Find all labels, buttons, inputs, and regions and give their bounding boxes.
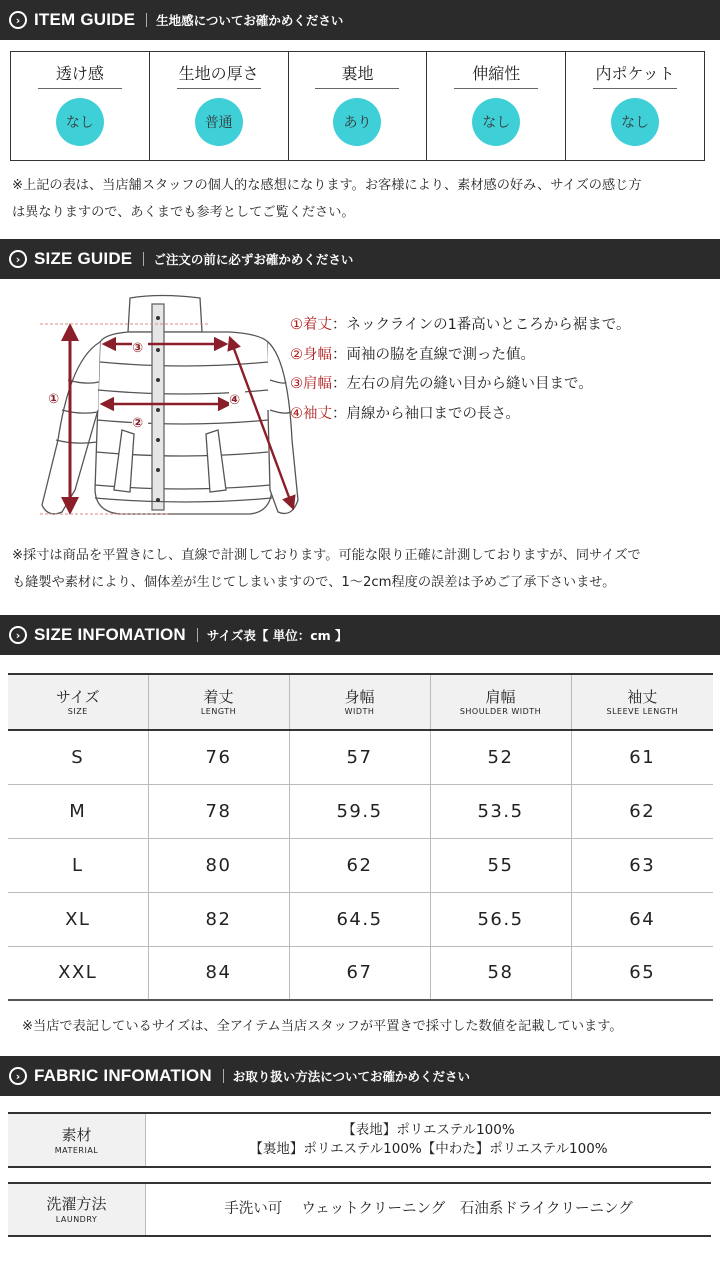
table-cell: 61 (571, 730, 713, 784)
material-label: 素材 (61, 1125, 92, 1144)
item-guide-cell (150, 52, 289, 160)
section-subtitle: サイズ表【 単位：cm 】 (206, 628, 348, 643)
item-guide-cell (11, 52, 150, 160)
laundry-row (8, 1182, 711, 1237)
laundry-label: 洗濯方法 (46, 1195, 107, 1213)
note-line: ※上記の表は、当店舗スタッフの個人的な感想になります。お客様により、素材感の好み、サイズの感じ方 (12, 178, 642, 193)
table-cell: 80 (148, 838, 289, 892)
size-guide-note (12, 542, 641, 596)
table-cell: 67 (289, 946, 430, 1000)
table-cell: XL (8, 892, 148, 946)
table-row (8, 784, 713, 838)
table-cell: 59.5 (289, 784, 430, 838)
column-header: 袖丈 SLEEVE LENGTH (571, 674, 713, 730)
material-value (146, 1114, 711, 1166)
item-guide-note (12, 172, 642, 226)
legend-desc: ：左右の肩先の縫い目から縫い目まで。 (332, 376, 593, 392)
item-guide-value: なし (611, 98, 659, 146)
section-title: ITEM GUIDE (34, 10, 136, 29)
section-subtitle: ご注文の前に必ずお確かめください (153, 252, 354, 267)
legend-item (290, 341, 631, 371)
item-guide-value: なし (472, 98, 520, 146)
table-cell: 65 (571, 946, 713, 1000)
laundry-value: 手洗い可 ウェットクリーニング 石油系ドライクリーニング (224, 1201, 633, 1217)
divider (197, 628, 198, 642)
table-cell: 63 (571, 838, 713, 892)
item-guide-label: 裏地 (315, 61, 399, 89)
table-cell: 64 (571, 892, 713, 946)
table-cell: 76 (148, 730, 289, 784)
note-line: も縫製や素材により、個体差が生じてしまいますので、1〜2cm程度の誤差は予めご了承下さいませ。 (12, 575, 616, 590)
legend-desc: ：両袖の脇を直線で測った値。 (332, 346, 535, 363)
marker-4: ④ (229, 393, 241, 408)
table-cell: S (8, 730, 148, 784)
column-header: サイズ SIZE (8, 674, 148, 730)
material-row (8, 1112, 711, 1168)
note-line: ※採寸は商品を平置きにし、直線で計測しております。可能な限り正確に計測しておりますが、同サイズで (12, 548, 641, 563)
item-guide-cell (427, 52, 566, 160)
section-title: SIZE INFOMATION (34, 625, 186, 644)
fabric-header (0, 1056, 720, 1096)
material-key (8, 1114, 146, 1166)
item-guide-label: 透け感 (38, 61, 122, 89)
table-cell: 82 (148, 892, 289, 946)
table-cell: 53.5 (430, 784, 571, 838)
table-row (8, 838, 713, 892)
legend-desc: ：肩線から袖口までの長さ。 (332, 405, 520, 422)
material-label-en: MATERIAL (54, 1145, 99, 1155)
divider (146, 13, 147, 27)
size-guide-header (0, 239, 720, 279)
table-cell: 62 (289, 838, 430, 892)
item-guide-label: 生地の厚さ (177, 61, 261, 89)
legend-desc: ：ネックラインの1番高いところから裾まで。 (332, 317, 631, 333)
table-cell: 58 (430, 946, 571, 1000)
size-info-note: ※当店で表記しているサイズは、全アイテム当店スタッフが平置きで採寸した数値を記載しています。 (22, 1019, 623, 1034)
chevron-right-icon: › (9, 250, 27, 268)
laundry-label-en: LAUNDRY (55, 1215, 98, 1224)
marker-3: ③ (132, 341, 144, 356)
table-cell: L (8, 838, 148, 892)
item-guide-table (10, 51, 705, 161)
table-cell: 78 (148, 784, 289, 838)
material-line: 【表地】ポリエステル100% (342, 1122, 515, 1138)
legend-key: ④袖丈 (290, 405, 332, 422)
divider (143, 252, 144, 266)
table-row (8, 946, 713, 1000)
section-subtitle: お取り扱い方法についてお確かめください (232, 1069, 471, 1084)
chevron-right-icon: › (9, 626, 27, 644)
column-header: 身幅 WIDTH (289, 674, 430, 730)
table-cell: 56.5 (430, 892, 571, 946)
laundry-key (8, 1184, 146, 1235)
table-cell: M (8, 784, 148, 838)
table-header-row (8, 674, 713, 730)
table-cell: 57 (289, 730, 430, 784)
chevron-right-icon: › (9, 1067, 27, 1085)
marker-1: ① (48, 392, 60, 407)
table-row (8, 892, 713, 946)
item-guide-label: 内ポケット (593, 61, 677, 89)
column-header: 着丈 LENGTH (148, 674, 289, 730)
item-guide-cell (566, 52, 704, 160)
size-guide-legend (290, 311, 631, 429)
legend-item (290, 400, 631, 430)
legend-key: ③肩幅 (290, 376, 332, 392)
table-cell: 84 (148, 946, 289, 1000)
item-guide-value: なし (56, 98, 104, 146)
note-line: は異なりますので、あくまでも参考としてご覧ください。 (12, 205, 355, 220)
size-info-header (0, 615, 720, 655)
chevron-right-icon: › (9, 11, 27, 29)
marker-2: ② (132, 416, 144, 431)
table-cell: 52 (430, 730, 571, 784)
legend-item (290, 311, 631, 341)
item-guide-header (0, 0, 720, 40)
material-line: 【裏地】ポリエステル100%【中わた】ポリエステル100% (249, 1141, 608, 1157)
table-cell: 64.5 (289, 892, 430, 946)
divider (223, 1069, 224, 1083)
section-title: FABRIC INFOMATION (34, 1066, 212, 1085)
item-guide-label: 伸縮性 (454, 61, 538, 89)
jacket-diagram (30, 290, 300, 522)
table-cell: XXL (8, 946, 148, 1000)
legend-key: ①着丈 (290, 317, 332, 333)
item-guide-value: あり (333, 98, 381, 146)
table-cell: 55 (430, 838, 571, 892)
column-header: 肩幅 SHOULDER WIDTH (430, 674, 571, 730)
legend-item (290, 370, 631, 400)
item-guide-value: 普通 (195, 98, 243, 146)
table-row (8, 730, 713, 784)
legend-key: ②身幅 (290, 346, 332, 363)
item-guide-cell (289, 52, 428, 160)
section-title: SIZE GUIDE (34, 249, 133, 268)
table-cell: 62 (571, 784, 713, 838)
size-table (8, 673, 713, 1001)
section-subtitle: 生地感についてお確かめください (156, 13, 344, 28)
